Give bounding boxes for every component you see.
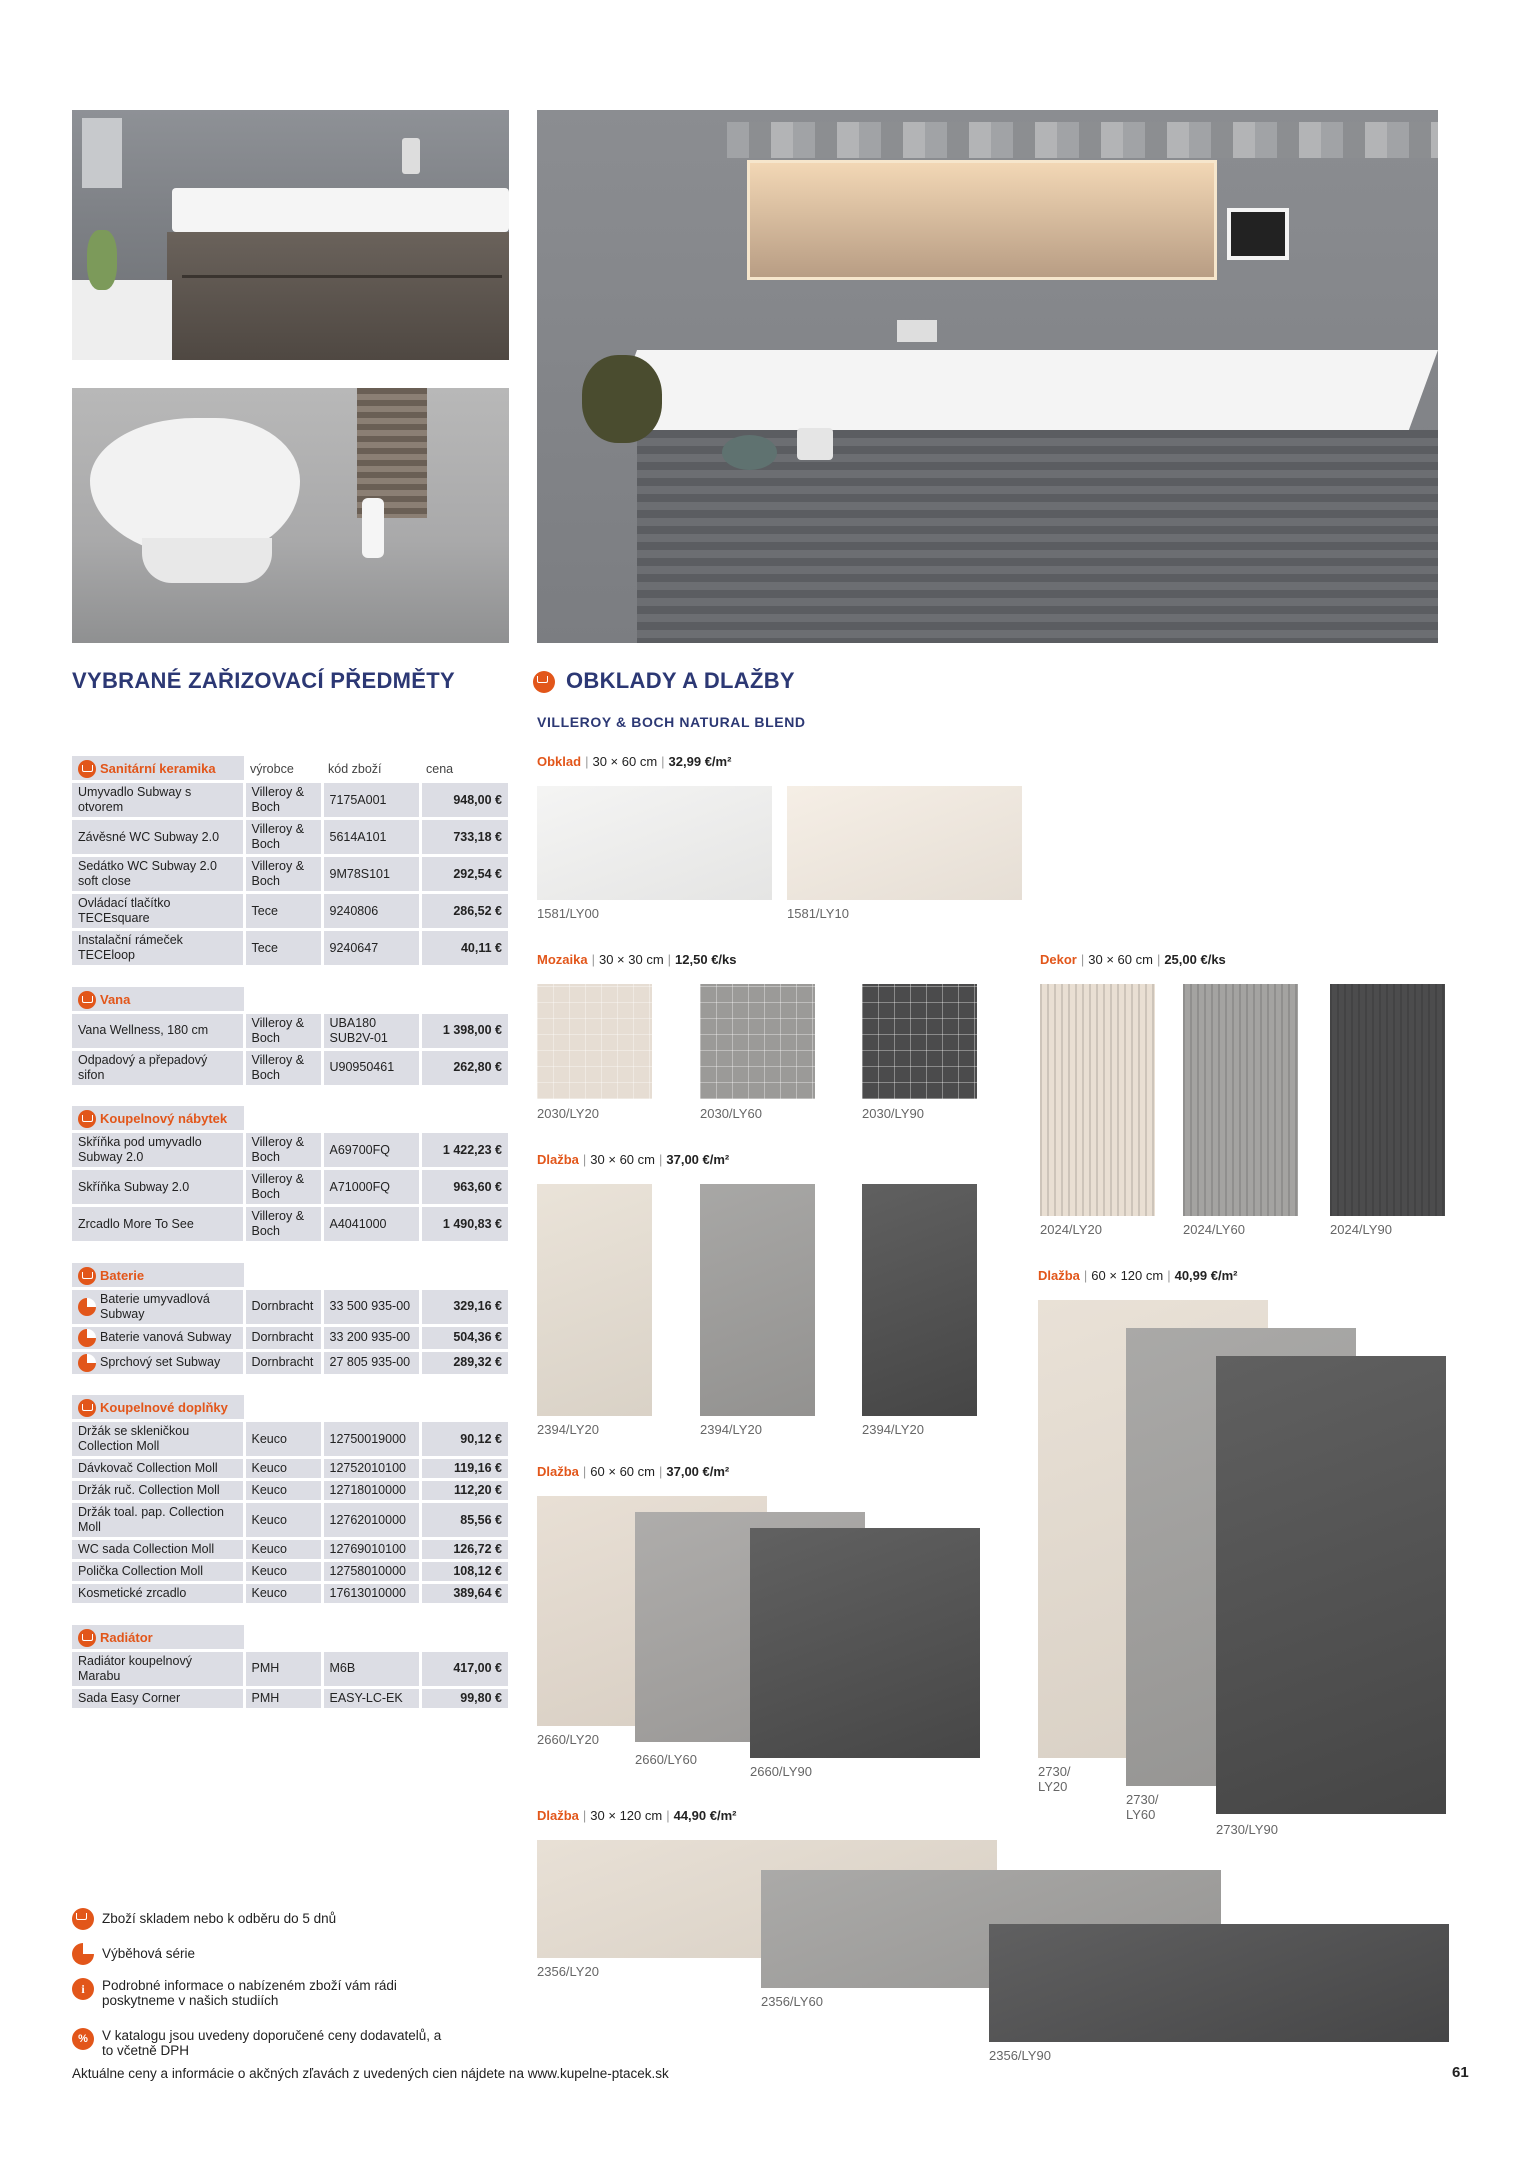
legend-info: i Podrobné informace o nabízeném zboží vám rádi poskytneme v našich studiích [72, 1978, 442, 2008]
product-price: 90,12 € [420, 1421, 508, 1458]
product-maker: PMH [244, 1687, 322, 1709]
tile-swatch [750, 1528, 980, 1758]
section-title: Radiátor [100, 1629, 153, 1645]
table-row [72, 1049, 508, 1086]
table-row [72, 782, 508, 819]
clock-icon [78, 1298, 96, 1316]
product-maker: Villeroy & Boch [244, 819, 322, 856]
product-name: Umyvadlo Subway s otvorem [72, 782, 244, 819]
table-section-header [72, 1395, 508, 1421]
tile-price: 32,99 €/m² [668, 754, 732, 769]
product-price: 119,16 € [420, 1458, 508, 1480]
product-maker: Dornbracht [244, 1350, 322, 1375]
product-name: Vana Wellness, 180 cm [72, 1012, 244, 1049]
tile-swatch [700, 984, 815, 1099]
tile-swatch [787, 786, 1022, 900]
dlazba1-heading: Dlažba | 30 × 60 cm | 37,00 €/m² [537, 1152, 730, 1167]
product-name: Skříňka Subway 2.0 [72, 1169, 244, 1206]
product-maker: Keuco [244, 1480, 322, 1502]
tile-price: 25,00 €/ks [1164, 952, 1226, 967]
footer-note: Aktuálne ceny a informácie o akčných zľavách z uvedených cien nájdete na www.kupelne-ptacek.sk [72, 2066, 669, 2081]
dlazba3-heading: Dlažba | 60 × 120 cm | 40,99 €/m² [1038, 1268, 1238, 1283]
legend-discontinued: Výběhová série [72, 1943, 195, 1965]
product-price: 1 422,23 € [420, 1132, 508, 1169]
product-price: 1 398,00 € [420, 1012, 508, 1049]
product-price: 108,12 € [420, 1561, 508, 1583]
product-maker: Villeroy & Boch [244, 1132, 322, 1169]
legend-prices: % V katalogu jsou uvedeny doporučené ceny dodavatelů, a to včetně DPH [72, 2028, 452, 2058]
tile-code: 2394/LY20 [862, 1422, 924, 1437]
table-row [72, 819, 508, 856]
table-row [72, 1502, 508, 1539]
table-row [72, 1288, 508, 1325]
tile-size: 30 × 120 cm [590, 1808, 663, 1823]
tile-code: 2356/LY20 [537, 1964, 599, 1979]
product-maker: Villeroy & Boch [244, 1012, 322, 1049]
cart-icon [78, 1267, 96, 1285]
tile-code: 2030/LY60 [700, 1106, 762, 1121]
product-type: Dlažba [1038, 1268, 1080, 1283]
product-maker: Keuco [244, 1458, 322, 1480]
right-section-title: OBKLADY A DLAŽBY [566, 668, 795, 693]
product-code: 12718010000 [322, 1480, 420, 1502]
product-maker: Keuco [244, 1583, 322, 1605]
product-code: 7175A001 [322, 782, 420, 819]
tile-code: 2024/LY20 [1040, 1222, 1102, 1237]
cart-icon [72, 1908, 94, 1930]
tile-code: 2660/LY60 [635, 1752, 697, 1767]
product-name: Sada Easy Corner [72, 1687, 244, 1709]
product-name: Baterie vanová Subway [72, 1325, 244, 1350]
product-code: 27 805 935-00 [322, 1350, 420, 1375]
product-price: 262,80 € [420, 1049, 508, 1086]
product-name: Radiátor koupelnový Marabu [72, 1650, 244, 1687]
column-header: výrobce [244, 756, 322, 782]
series-title: VILLEROY & BOCH NATURAL BLEND [537, 714, 806, 730]
product-maker: Villeroy & Boch [244, 1206, 322, 1243]
product-name: Zrcadlo More To See [72, 1206, 244, 1243]
tile-code: 2660/LY90 [750, 1764, 812, 1779]
tile-code: 2660/LY20 [537, 1732, 599, 1747]
product-price: 286,52 € [420, 893, 508, 930]
product-code: 9240806 [322, 893, 420, 930]
product-name: Odpadový a přepadový sifon [72, 1049, 244, 1086]
legend-stock: Zboží skladem nebo k odběru do 5 dnů [72, 1908, 336, 1930]
table-section-header [72, 1263, 508, 1289]
tile-swatch [989, 1924, 1449, 2042]
table-row [72, 1206, 508, 1243]
table-row [72, 1480, 508, 1502]
product-type: Dlažba [537, 1808, 579, 1823]
tile-swatch [537, 984, 652, 1099]
table-row [72, 1421, 508, 1458]
tile-size: 60 × 60 cm [590, 1464, 655, 1479]
product-code: 12750019000 [322, 1421, 420, 1458]
left-section-title: VYBRANÉ ZAŘIZOVACÍ PŘEDMĚTY [72, 668, 455, 693]
info-icon [72, 1978, 94, 2000]
product-code: UBA180 SUB2V-01 [322, 1012, 420, 1049]
product-code: 17613010000 [322, 1583, 420, 1605]
product-price: 126,72 € [420, 1539, 508, 1561]
mozaika-heading: Mozaika | 30 × 30 cm | 12,50 €/ks [537, 952, 737, 967]
product-price: 329,16 € [420, 1288, 508, 1325]
section-title: Sanitární keramika [100, 761, 216, 777]
cart-icon [78, 760, 96, 778]
product-type: Dlažba [537, 1464, 579, 1479]
product-maker: PMH [244, 1650, 322, 1687]
tile-swatch [1183, 984, 1298, 1216]
product-maker: Villeroy & Boch [244, 1049, 322, 1086]
product-name: Polička Collection Moll [72, 1561, 244, 1583]
tile-swatch [862, 1184, 977, 1416]
clock-icon [72, 1943, 94, 1965]
product-price: 112,20 € [420, 1480, 508, 1502]
product-price: 289,32 € [420, 1350, 508, 1375]
table-section-header [72, 1625, 508, 1651]
table-row [72, 1132, 508, 1169]
dekor-heading: Dekor | 30 × 60 cm | 25,00 €/ks [1040, 952, 1226, 967]
photo-bathtub [537, 110, 1438, 643]
product-code: 12769010100 [322, 1539, 420, 1561]
product-price: 504,36 € [420, 1325, 508, 1350]
cart-icon [78, 1110, 96, 1128]
tile-size: 30 × 60 cm [1088, 952, 1153, 967]
tile-swatch [1040, 984, 1155, 1216]
product-maker: Villeroy & Boch [244, 856, 322, 893]
tile-price: 40,99 €/m² [1174, 1268, 1238, 1283]
product-code: 12752010100 [322, 1458, 420, 1480]
tile-swatch [537, 786, 772, 900]
table-row [72, 1458, 508, 1480]
product-maker: Dornbracht [244, 1325, 322, 1350]
product-code: EASY-LC-EK [322, 1687, 420, 1709]
section-title: Vana [100, 991, 131, 1007]
table-row [72, 1650, 508, 1687]
tile-size: 30 × 30 cm [598, 952, 664, 967]
clock-icon [78, 1329, 96, 1347]
column-header: cena [420, 756, 508, 782]
product-code: A4041000 [322, 1206, 420, 1243]
tile-price: 44,90 €/m² [673, 1808, 737, 1823]
product-code: A69700FQ [322, 1132, 420, 1169]
product-code: 9M78S101 [322, 856, 420, 893]
product-maker: Keuco [244, 1539, 322, 1561]
product-price: 948,00 € [420, 782, 508, 819]
table-row [72, 1687, 508, 1709]
product-name: Sedátko WC Subway 2.0 soft close [72, 856, 244, 893]
tile-swatch [862, 984, 977, 1099]
product-code: 33 500 935-00 [322, 1288, 420, 1325]
product-code: 12762010000 [322, 1502, 420, 1539]
cart-icon [78, 991, 96, 1009]
tile-size: 30 × 60 cm [590, 1152, 655, 1167]
product-maker: Tece [244, 930, 322, 967]
product-name: Držák toal. pap. Collection Moll [72, 1502, 244, 1539]
cart-icon [78, 1399, 96, 1417]
product-type: Obklad [537, 754, 582, 769]
tile-size: 30 × 60 cm [592, 754, 658, 769]
page-number: 61 [1452, 2064, 1469, 2081]
tile-code: 1581/LY10 [787, 906, 849, 921]
product-code: M6B [322, 1650, 420, 1687]
tile-swatch [1330, 984, 1445, 1216]
tile-price: 12,50 €/ks [675, 952, 737, 967]
photo-washbasin [72, 110, 509, 360]
product-code: U90950461 [322, 1049, 420, 1086]
product-name: Kosmetické zrcadlo [72, 1583, 244, 1605]
table-row [72, 930, 508, 967]
product-name: Instalační rámeček TECEloop [72, 930, 244, 967]
product-price: 389,64 € [420, 1583, 508, 1605]
product-code: 9240647 [322, 930, 420, 967]
table-row [72, 1350, 508, 1375]
tile-code: 2394/LY20 [537, 1422, 599, 1437]
product-name: Držák ruč. Collection Moll [72, 1480, 244, 1502]
obklad-heading: Obklad | 30 × 60 cm | 32,99 €/m² [537, 754, 732, 769]
product-maker: Keuco [244, 1502, 322, 1539]
table-row [72, 1561, 508, 1583]
product-maker: Dornbracht [244, 1288, 322, 1325]
table-section-header [72, 1106, 508, 1132]
tile-size: 60 × 120 cm [1091, 1268, 1164, 1283]
product-price: 417,00 € [420, 1650, 508, 1687]
table-row [72, 1169, 508, 1206]
table-section-header [72, 756, 508, 782]
section-title: Baterie [100, 1267, 145, 1283]
tile-code: 1581/LY00 [537, 906, 599, 921]
product-name: WC sada Collection Moll [72, 1539, 244, 1561]
table-row [72, 1583, 508, 1605]
dlazba4-heading: Dlažba | 30 × 120 cm | 44,90 €/m² [537, 1808, 737, 1823]
table-row [72, 1012, 508, 1049]
tile-code: 2024/LY60 [1183, 1222, 1245, 1237]
tile-swatch [1216, 1356, 1446, 1814]
product-code: 12758010000 [322, 1561, 420, 1583]
cart-icon [533, 671, 559, 693]
column-header: kód zboží [322, 756, 420, 782]
product-maker: Keuco [244, 1421, 322, 1458]
product-type: Dlažba [537, 1152, 579, 1167]
product-code: A71000FQ [322, 1169, 420, 1206]
product-name: Závěsné WC Subway 2.0 [72, 819, 244, 856]
dlazba2-heading: Dlažba | 60 × 60 cm | 37,00 €/m² [537, 1464, 730, 1479]
product-maker: Villeroy & Boch [244, 782, 322, 819]
table-row [72, 893, 508, 930]
product-price: 963,60 € [420, 1169, 508, 1206]
product-price: 292,54 € [420, 856, 508, 893]
product-table [72, 756, 508, 1711]
product-name: Držák se skleničkou Collection Moll [72, 1421, 244, 1458]
product-type: Dekor [1040, 952, 1077, 967]
product-name: Ovládací tlačítko TECEsquare [72, 893, 244, 930]
product-maker: Keuco [244, 1561, 322, 1583]
tile-code: 2730/ LY60 [1126, 1792, 1159, 1822]
section-title: Koupelnové doplňky [100, 1400, 228, 1416]
product-name: Skříňka pod umyvadlo Subway 2.0 [72, 1132, 244, 1169]
product-code: 33 200 935-00 [322, 1325, 420, 1350]
tile-code: 2356/LY60 [761, 1994, 823, 2009]
table-section-header [72, 987, 508, 1013]
photo-wc [72, 388, 509, 643]
clock-icon [78, 1354, 96, 1372]
cart-icon [78, 1629, 96, 1647]
product-maker: Villeroy & Boch [244, 1169, 322, 1206]
product-price: 99,80 € [420, 1687, 508, 1709]
product-price: 40,11 € [420, 930, 508, 967]
table-row [72, 1325, 508, 1350]
tile-code: 2030/LY20 [537, 1106, 599, 1121]
product-price: 85,56 € [420, 1502, 508, 1539]
tile-code: 2394/LY20 [700, 1422, 762, 1437]
product-name: Baterie umyvadlová Subway [72, 1288, 244, 1325]
product-type: Mozaika [537, 952, 588, 967]
section-title: Koupelnový nábytek [100, 1111, 228, 1127]
tile-code: 2024/LY90 [1330, 1222, 1392, 1237]
product-price: 733,18 € [420, 819, 508, 856]
product-name: Sprchový set Subway [72, 1350, 244, 1375]
tile-price: 37,00 €/m² [666, 1152, 730, 1167]
product-price: 1 490,83 € [420, 1206, 508, 1243]
tile-code: 2030/LY90 [862, 1106, 924, 1121]
table-row [72, 856, 508, 893]
product-maker: Tece [244, 893, 322, 930]
tile-swatch [537, 1184, 652, 1416]
tile-code: 2730/LY90 [1216, 1822, 1278, 1837]
table-row [72, 1539, 508, 1561]
product-name: Dávkovač Collection Moll [72, 1458, 244, 1480]
product-code: 5614A101 [322, 819, 420, 856]
tile-code: 2356/LY90 [989, 2048, 1051, 2063]
tile-swatch [700, 1184, 815, 1416]
percent-icon [72, 2028, 94, 2050]
tile-code: 2730/ LY20 [1038, 1764, 1071, 1794]
tile-price: 37,00 €/m² [666, 1464, 730, 1479]
